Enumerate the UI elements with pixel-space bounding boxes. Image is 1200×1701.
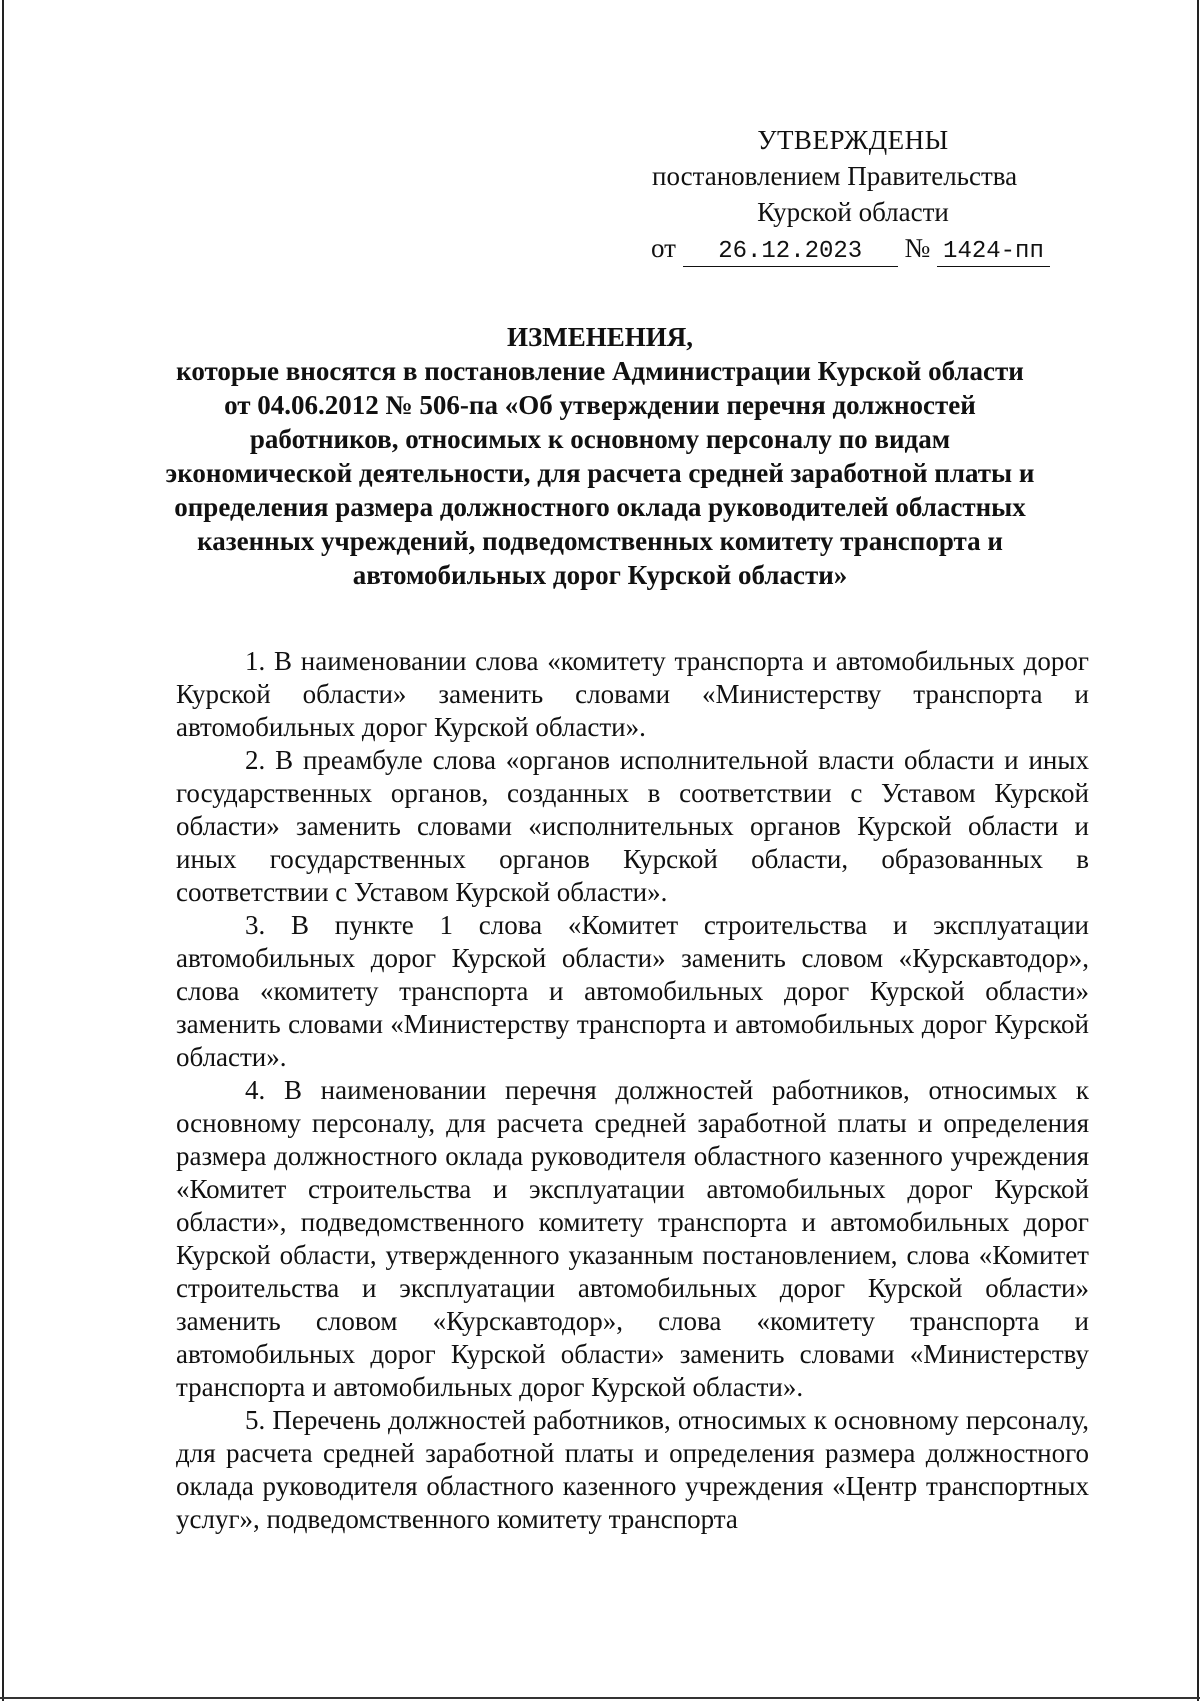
heading-line: работников, относимых к основному персоналу по видам xyxy=(249,424,951,454)
approval-title: УТВЕРЖДЕНЫ xyxy=(757,125,949,155)
heading-line: от 04.06.2012 № 506-па «Об утверждении перечня должностей xyxy=(224,390,976,420)
scan-right-edge xyxy=(1197,0,1199,1701)
paragraph-1: 1. В наименовании слова «комитету транспорта и автомобильных дорог Курской области» заменить словами «Министерству транспорта и автомобильных дорог Курской области». xyxy=(176,646,1089,742)
document-heading xyxy=(150,320,1050,592)
paragraph-5: 5. Перечень должностей работников, относимых к основному персоналу, для расчета средней заработной платы и определения размера должностного оклада руководителя областного казенного учреждения «Центр транспортных услуг», подведомственного комитету транспорта xyxy=(176,1405,1089,1534)
scan-left-edge xyxy=(2,0,4,1701)
number-prefix: № xyxy=(904,233,931,263)
paragraph-2: 2. В преамбуле слова «органов исполнительной власти области и иных государственных органов, созданных в соответствии с Уставом Курской области» заменить словами «исполнительных органов Курской области и иных государственных органов Курской области, образованных в соответствии с Уставом Курской области». xyxy=(176,745,1089,907)
approval-line-3: Курской области xyxy=(757,197,949,227)
approval-stamp xyxy=(640,122,1060,267)
approval-date-row xyxy=(640,230,1060,267)
heading-line: определения размера должностного оклада руководителей областных xyxy=(174,492,1026,522)
heading-title: ИЗМЕНЕНИЯ, xyxy=(506,322,693,352)
heading-line: автомобильных дорог Курской области» xyxy=(352,560,848,590)
approval-number: 1424-пп xyxy=(937,238,1050,267)
approval-line-2: постановлением Правительства xyxy=(652,161,1018,191)
scan-bottom-edge xyxy=(0,1697,1200,1699)
heading-line: казенных учреждений, подведомственных комитету транспорта и xyxy=(197,526,1003,556)
heading-line: экономической деятельности, для расчета средней заработной платы и xyxy=(165,458,1035,488)
paragraph-4: 4. В наименовании перечня должностей работников, относимых к основному персоналу, для расчета средней заработной платы и определения размера должностного оклада руководителя областного казенного учреждения «Комитет строительства и эксплуатации автомобильных дорог Курской области», подведомственного комитету транспорта и автомобильных дорог Курской области, утвержденного указанным постановлением, слова «Комитет строительства и эксплуатации автомобильных дорог Курской области» заменить словом «Курскавтодор», слова «комитету транспорта и автомобильных дорог Курской области» заменить словами «Министерству транспорта и автомобильных дорог Курской области». xyxy=(176,1075,1089,1402)
document-body xyxy=(176,645,1089,1536)
heading-line: которые вносятся в постановление Администрации Курской области xyxy=(176,356,1024,386)
paragraph-3: 3. В пункте 1 слова «Комитет строительства и эксплуатации автомобильных дорог Курской области» заменить словом «Курскавтодор», слова «комитету транспорта и автомобильных дорог Курской области» заменить словами «Министерству транспорта и автомобильных дорог Курской области». xyxy=(176,910,1089,1072)
approval-date: 26.12.2023 xyxy=(683,238,898,267)
date-prefix: от xyxy=(651,233,676,263)
